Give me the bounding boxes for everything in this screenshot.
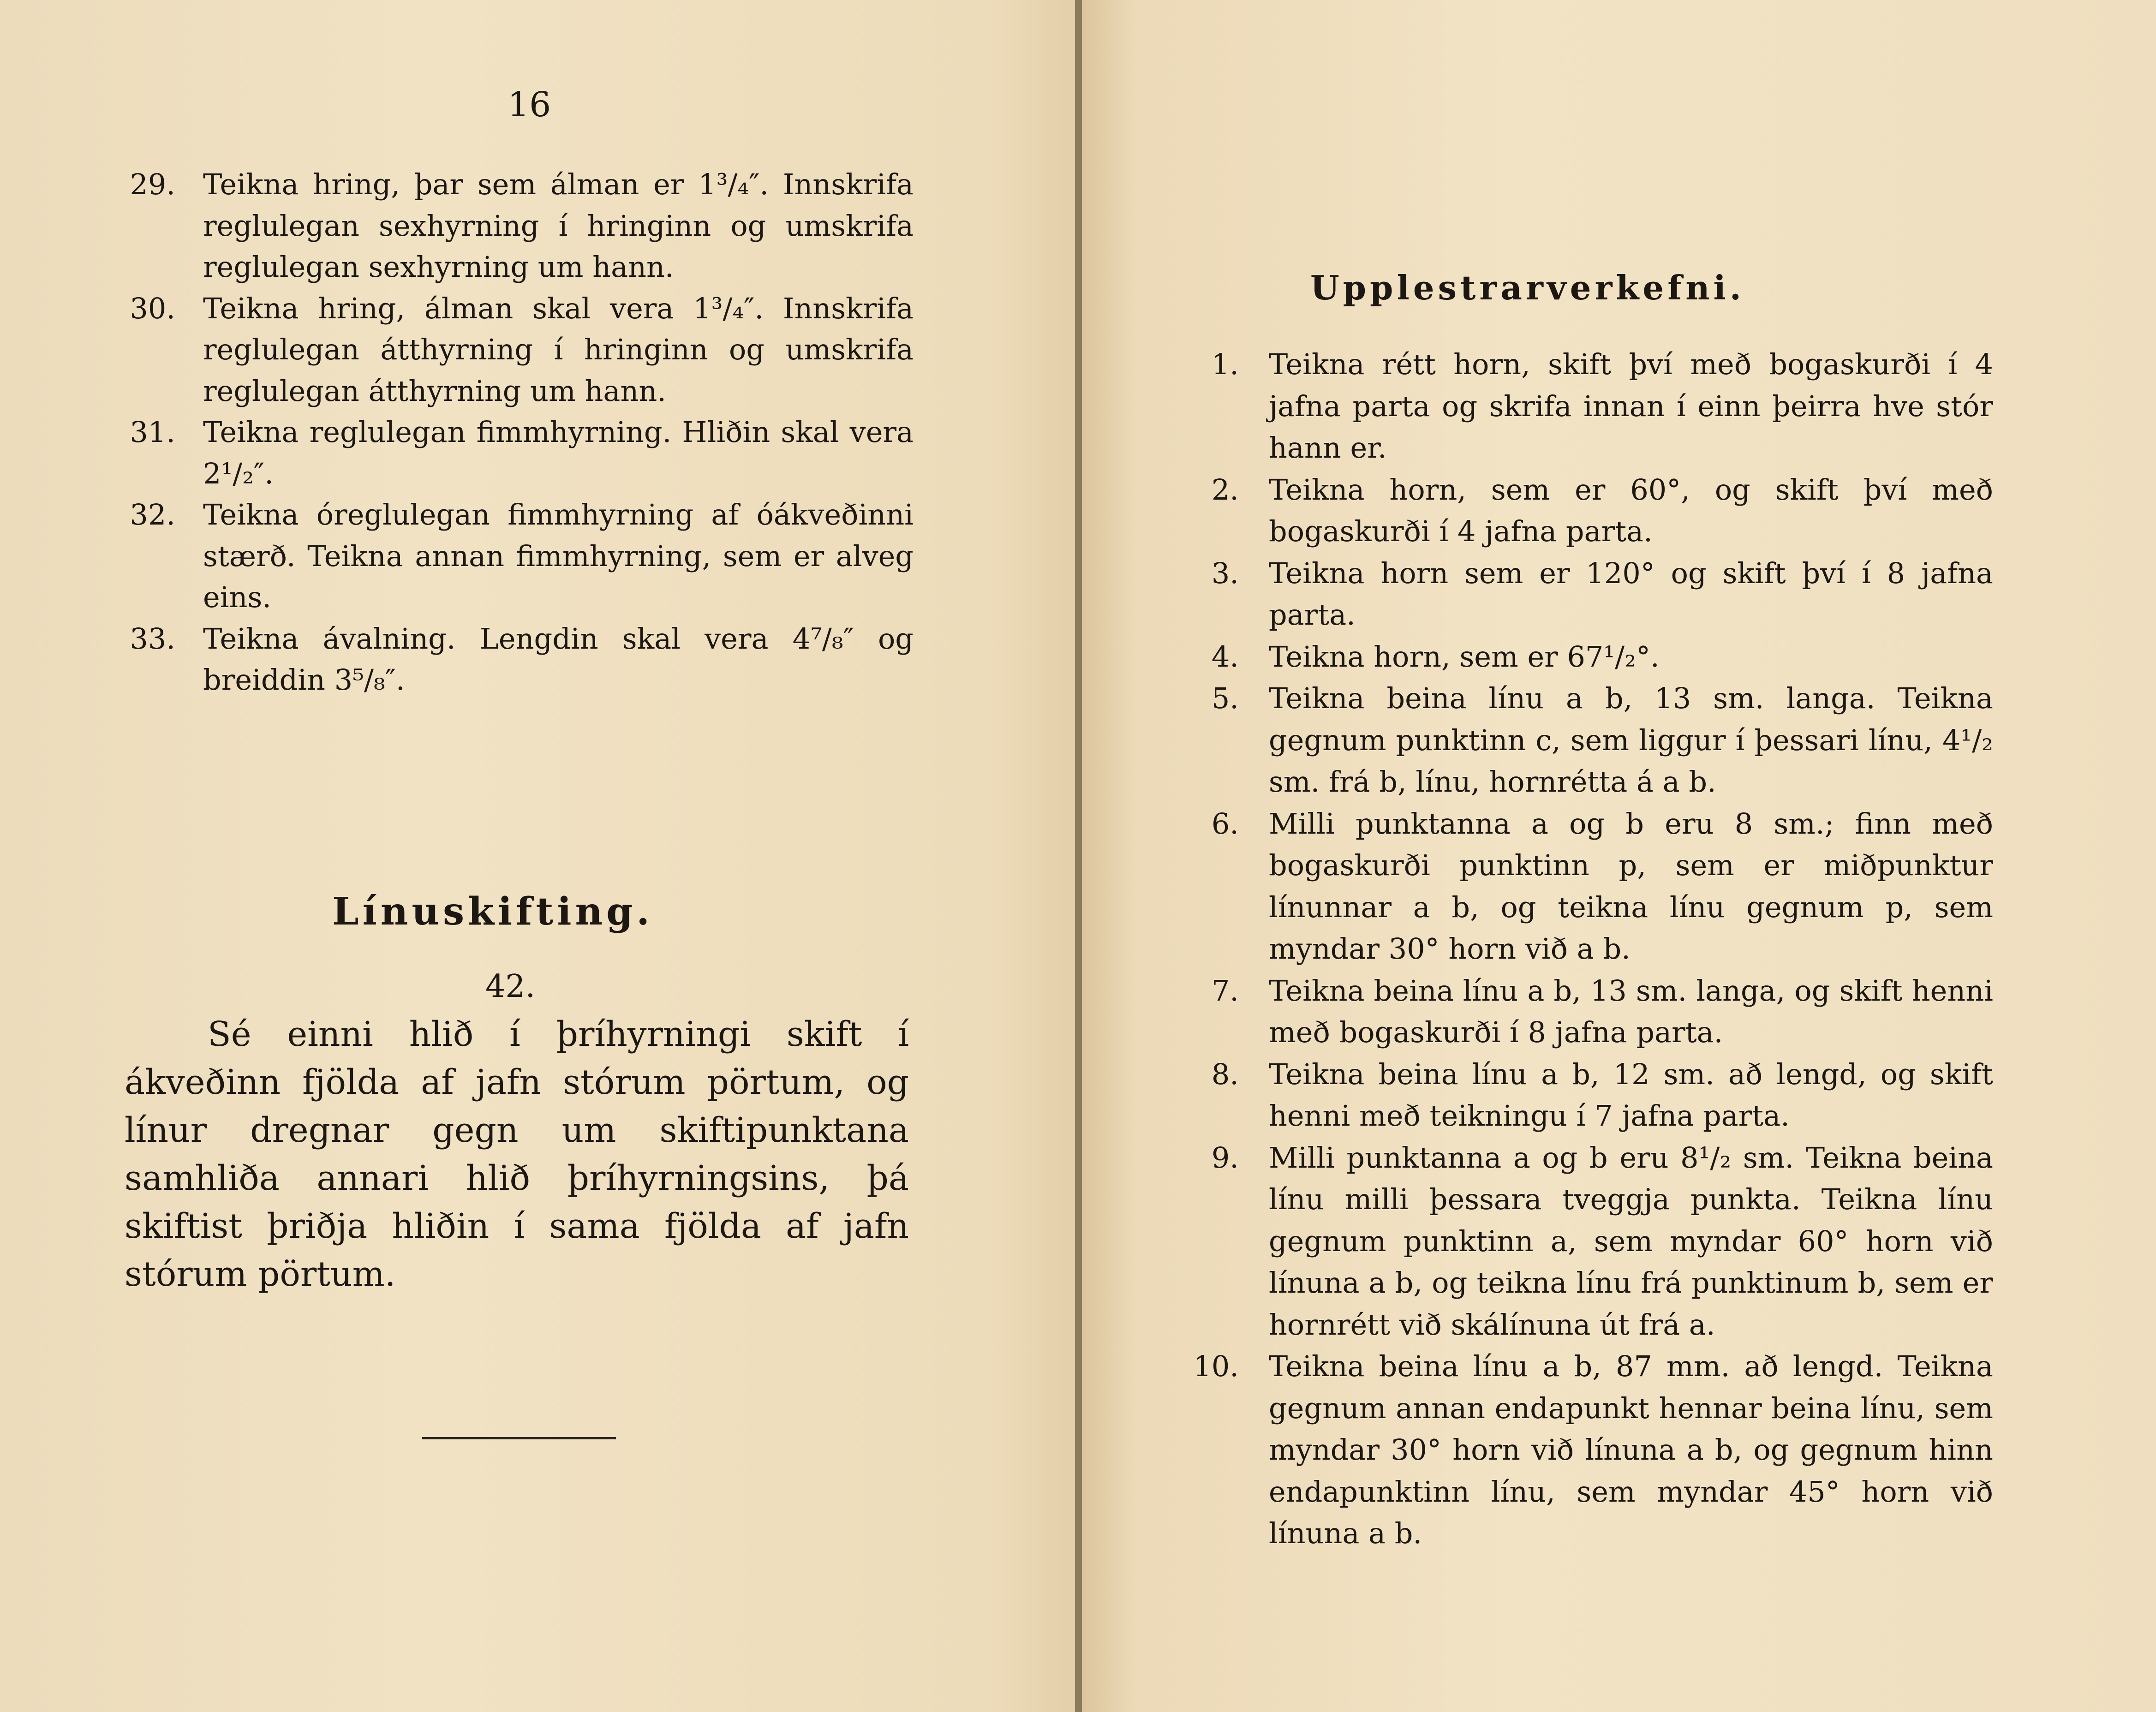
section-number: 42. — [485, 968, 536, 1005]
exercise-item — [120, 494, 914, 618]
exercise-item — [120, 412, 914, 494]
task-number: 1. — [1211, 347, 1239, 381]
book-gutter — [1075, 0, 1082, 1712]
exercise-number: 32. — [130, 498, 175, 531]
task-text: Teikna beina línu a b, 87 mm. að lengd. Teikna gegnum annan endapunkt hennar beina línu, sem myndar 30° horn við línuna a b, og gegnum hinn endapunktinn línu, sem myndar 45° horn við línuna a b. — [1269, 1349, 1993, 1550]
task-item — [1200, 553, 1993, 636]
left-page — [0, 0, 1075, 1712]
exercise-number: 33. — [130, 621, 175, 656]
exercise-number: 29. — [130, 167, 175, 201]
task-number: 8. — [1211, 1057, 1239, 1091]
task-text: Teikna beina línu a b, 13 sm. langa, og skift henni með bogaskurði í 8 jafna parta. — [1269, 973, 1993, 1049]
task-item — [1200, 344, 1993, 469]
task-item — [1193, 1346, 1993, 1555]
exercise-item — [120, 618, 914, 701]
exercise-text: Teikna reglulegan fimmhyrning. Hliðin skal vera 2¹/₂″. — [203, 415, 914, 490]
page-number: 16 — [508, 85, 551, 125]
exercise-text: Teikna hring, álman skal vera 1³/₄″. Innskrifa reglulegan átthyrning í hringinn og umskrifa reglulegan átthyrning um hann. — [203, 291, 914, 408]
task-list — [1193, 344, 1993, 1555]
task-text: Milli punktanna a og b eru 8¹/₂ sm. Teikna beina línu milli þessara tveggja punkta. Teikna línu gegnum punktinn a, sem myndar 60° horn við línuna a b, og teikna línu frá punktinum b, sem er hornrétt við skálínuna út frá a. — [1269, 1140, 1993, 1342]
task-number: 6. — [1211, 806, 1239, 841]
exercise-text: Teikna hring, þar sem álman er 1³/₄″. Innskrifa reglulegan sexhyrning í hringinn og umskrifa reglulegan sexhyrning um hann. — [203, 167, 914, 284]
task-number: 4. — [1211, 639, 1239, 674]
task-number: 10. — [1193, 1349, 1239, 1383]
task-item — [1200, 636, 1993, 678]
task-text: Milli punktanna a og b eru 8 sm.; finn með bogaskurði punktinn p, sem er miðpunktur línunnar a b, og teikna línu gegnum p, sem myndar 30° horn við a b. — [1269, 806, 1993, 966]
exercise-number: 30. — [130, 291, 175, 325]
exercise-list — [120, 164, 914, 701]
section-heading: Upplestrarverkefni. — [1310, 268, 1745, 307]
horizontal-rule — [422, 1437, 616, 1439]
exercise-number: 31. — [130, 415, 175, 449]
task-number: 9. — [1211, 1140, 1239, 1175]
exercise-text: Teikna ávalning. Lengdin skal vera 4⁷/₈″ og breiddin 3⁵/₈″. — [203, 621, 914, 697]
exercise-item — [120, 164, 914, 288]
task-number: 7. — [1211, 973, 1239, 1008]
task-number: 2. — [1211, 472, 1239, 507]
task-item — [1200, 970, 1993, 1054]
theorem-paragraph: Sé einni hlið í þríhyrningi skift í ákveðinn fjölda af jafn stórum pörtum, og línur dregnar gegn um skiftipunktana samhliða annari hlið þríhyrningsins, þá skiftist þriðja hliðin í sama fjölda af jafn stórum pörtum. — [125, 1014, 909, 1294]
task-item — [1200, 1137, 1993, 1346]
task-text: Teikna horn sem er 120° og skift því í 8 jafna parta. — [1269, 556, 1993, 632]
task-text: Teikna beina línu a b, 12 sm. að lengd, og skift henni með teikningu í 7 jafna parta. — [1269, 1057, 1993, 1133]
task-item — [1200, 678, 1993, 803]
task-number: 5. — [1211, 681, 1239, 715]
task-item — [1200, 469, 1993, 553]
exercise-text: Teikna óreglulegan fimmhyrning af óákveðinni stærð. Teikna annan fimmhyrning, sem er alveg eins. — [203, 498, 914, 614]
task-item — [1200, 803, 1993, 970]
task-text: Teikna beina línu a b, 13 sm. langa. Teikna gegnum punktinn c, sem liggur í þessari línu, 4¹/₂ sm. frá b, línu, hornrétta á a b. — [1269, 681, 1993, 799]
task-text: Teikna rétt horn, skift því með bogaskurði í 4 jafna parta og skrifa innan í einn þeirra hve stór hann er. — [1269, 347, 1993, 465]
section-heading: Línuskifting. — [332, 889, 653, 934]
task-text: Teikna horn, sem er 60°, og skift því með bogaskurði í 4 jafna parta. — [1269, 472, 1993, 548]
exercise-item — [120, 288, 914, 412]
task-text: Teikna horn, sem er 67¹/₂°. — [1269, 639, 1660, 674]
task-item — [1200, 1054, 1993, 1137]
task-number: 3. — [1211, 556, 1239, 590]
